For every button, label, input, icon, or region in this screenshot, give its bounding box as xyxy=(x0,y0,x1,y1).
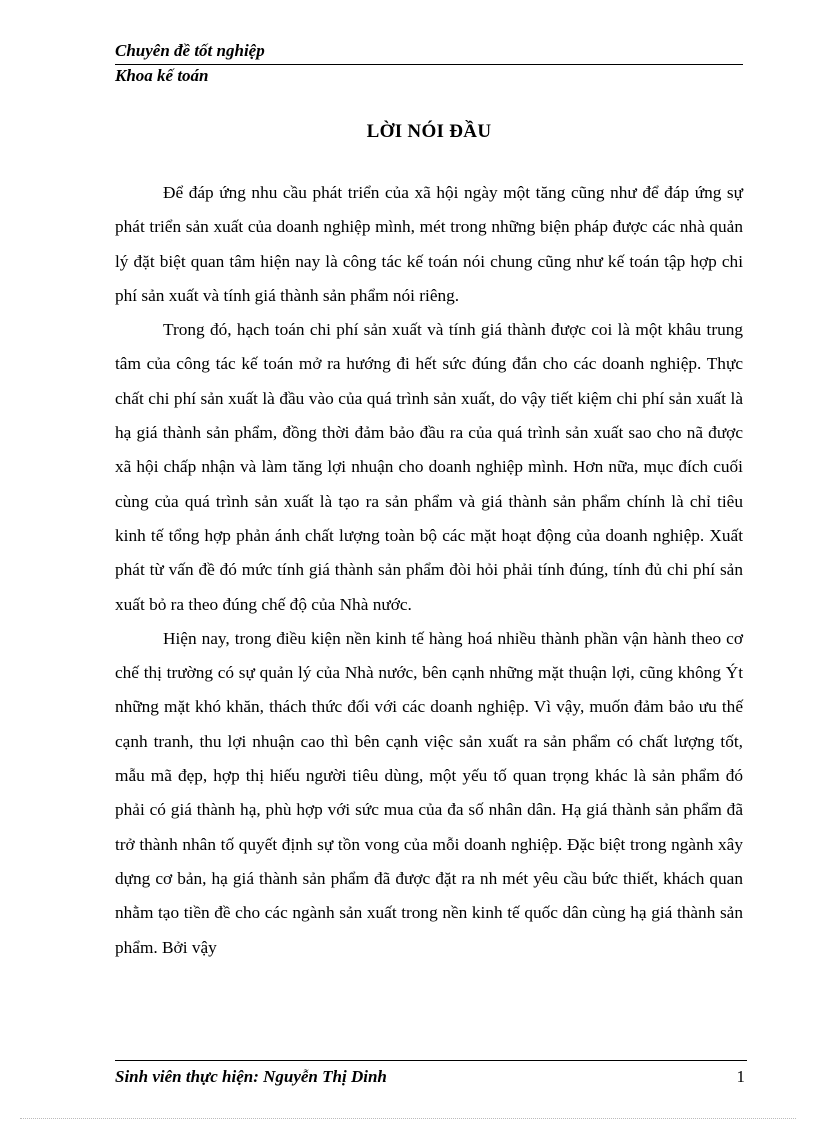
paragraph-3: Hiện nay, trong điều kiện nền kinh tế hàng hoá nhiều thành phần vận hành theo cơ chế thị trường có sự quản lý của Nhà nước, bên cạnh những mặt thuận lợi, cũng không Ýt những mặt khó khăn, thách thức đối với các doanh nghiệp. Vì vậy, muốn đảm bảo ưu thế cạnh tranh, thu lợi nhuận cao thì bên cạnh việc sản xuất ra sản phẩm có chất lượng tốt, mẫu mã đẹp, hợp thị hiếu người tiêu dùng, một yếu tố quan trọng khác là sản phẩm đó phải có giá thành hạ, phù hợp với sức mua của đa số nhân dân. Hạ giá thành sản phẩm đã trở thành nhân tố quyết định sự tồn vong của mỗi doanh nghiệp. Đặc biệt trong ngành xây dựng cơ bản, hạ giá thành sản phẩm đã được đặt ra nh mét yêu cầu bức thiết, khách quan nhằm tạo tiền đề cho các ngành sản xuất trong nền kinh tế quốc dân cùng hạ giá thành sản phẩm. Bởi vậy xyxy=(115,628,743,957)
paragraph-2: Trong đó, hạch toán chi phí sản xuất và tính giá thành được coi là một khâu trung tâm của công tác kế toán mở ra hướng đi hết sức đúng đắn cho các doanh nghiệp. Thực chất chi phí sản xuất là đầu vào của quá trình sản xuất, do vậy tiết kiệm chi phí sản xuất là hạ giá thành sản phẩm, đồng thời đảm bảo đầu ra của quá trình sản xuất sao cho nã được xã hội chấp nhận và làm tăng lợi nhuận cho doanh nghiệp mình. Hơn nữa, mục đích cuối cùng của quá trình sản xuất là tạo ra sản phẩm và giá thành sản phẩm chính là chỉ tiêu kinh tế tổng hợp phản ánh chất lượng toàn bộ các mặt hoạt động của doanh nghiệp. Xuất phát từ vấn đề đó mức tính giá thành sản phẩm đòi hỏi phải tính đúng, tính đủ chi phí sản xuất bỏ ra theo đúng chế độ của Nhà nước. xyxy=(115,320,743,614)
page-number: 1 xyxy=(736,1067,745,1086)
header-topic: Chuyên đề tốt nghiệp xyxy=(115,40,743,65)
page-footer xyxy=(115,1060,747,1087)
header-department: Khoa kế toán xyxy=(115,66,209,85)
document-title: LỜI NÓI ĐẦU xyxy=(366,121,492,142)
body-text xyxy=(115,176,743,965)
footer-author: Sinh viên thực hiện: Nguyễn Thị Dinh xyxy=(115,1067,387,1086)
paragraph-1: Để đáp ứng nhu cầu phát triển của xã hội ngày một tăng cũng như để đáp ứng sự phát triển sản xuất của doanh nghiệp mình, mét trong những biện pháp được các nhà quản lý đặt biệt quan tâm hiện nay là công tác kế toán nói chung cũng như kế toán tập hợp chi phí sản xuất và tính giá thành sản phẩm nói riêng. xyxy=(115,183,743,305)
page-header xyxy=(115,40,743,87)
page-bottom-border xyxy=(20,1118,796,1119)
